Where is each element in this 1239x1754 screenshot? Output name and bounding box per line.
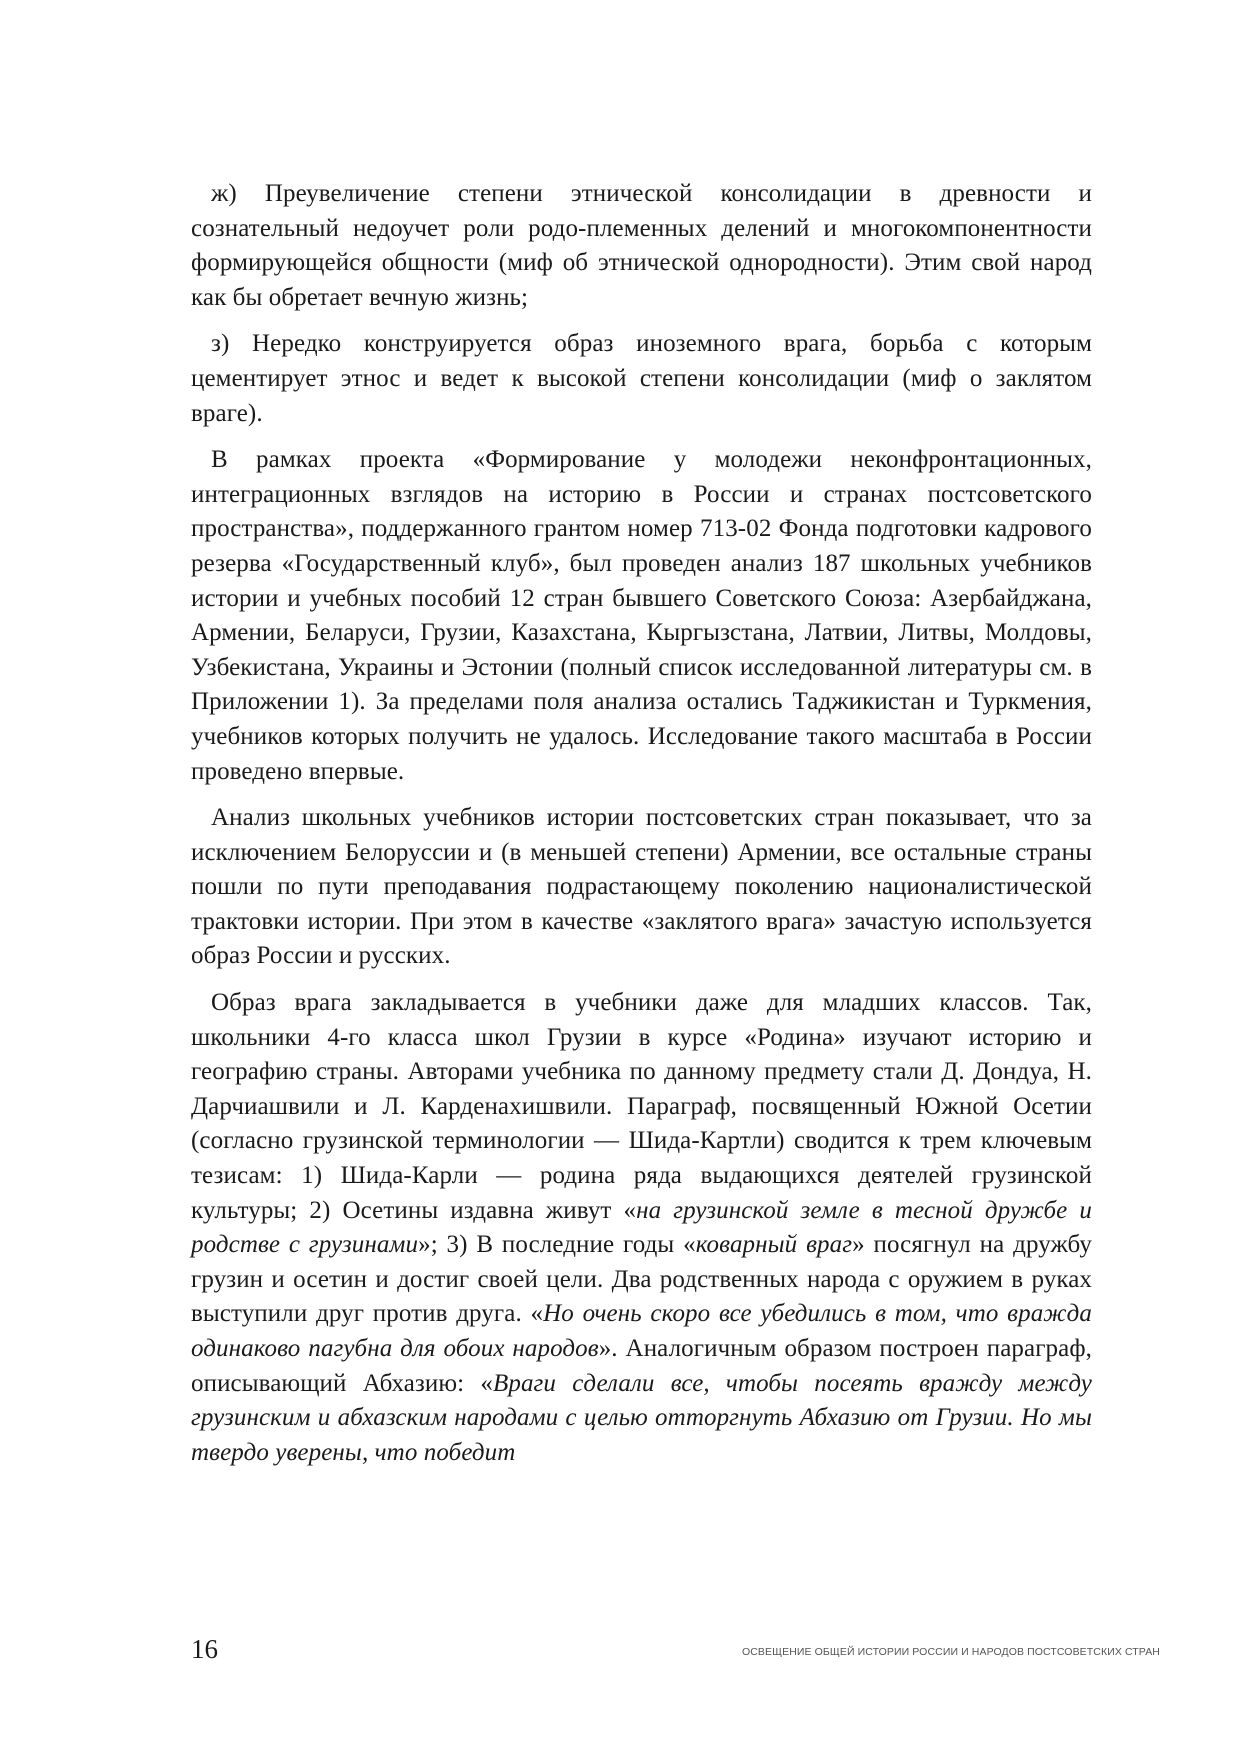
paragraph-enemy-image-georgia [191,986,1092,1470]
paragraph-text: з) Нередко конструируется образ иноземного врага, борьба с которым цементирует этнос и ведет к высокой степени консолидации (миф о заклятом враге). [191,330,1092,427]
paragraph-text: » посягнул на дружбу грузин и осетин и достиг своей цели. Два родственных народа с оружием в руках выступили друг против друга. « [191,1231,1092,1328]
quote-italic: Но очень скоро все убедились в том, что вражда одинаково пагубна для обоих народов [191,1300,1092,1362]
paragraph-text: ». Аналогичным образом построен параграф, описывающий Абхазию: « [191,1335,1092,1397]
paragraph-myth-ethnic-homogeneity [191,177,1092,315]
paragraph-analysis-results [191,801,1092,974]
paragraph-text: Образ врага закладывается в учебники даже для младших классов. Так, школьники 4-го класса школ Грузии в курсе «Родина» изучают историю и географию страны. Авторами учебника по данному предмету стали Д. Дондуа, Н. Дарчиашвили и Л. Карденахишвили. Параграф, посвященный Южной Осетии (согласно грузинской терминологии — Шида-Картли) сводится к трем ключевым тезисам: 1) Шида-Карли — родина ряда выдающихся деятелей грузинской культуры; 2) Осетины издавна живут « [191,989,1092,1224]
paragraph-project-analysis [191,443,1092,789]
paragraph-text: В рамках проекта «Формирование у молодежи неконфронтационных, интеграционных взглядов на историю в России и странах постсоветского пространства», поддержанного грантом номер 713-02 Фонда подготовки кадрового резерва «Государственный клуб», был проведен анализ 187 школьных учебников истории и учебных пособий 12 стран бывшего Советского Союза: Азербайджана, Армении, Беларуси, Грузии, Казахстана, Кыргызстана, Латвии, Литвы, Молдовы, Узбекистана, Украины и Эстонии (полный список исследованной литературы см. в Приложении 1). За пределами поля анализа остались Таджикистан и Туркмения, учебников которых получить не удалось. Исследование такого масштаба в России проведено впервые. [191,446,1092,785]
body-text [191,177,1092,1482]
quote-italic: на грузинской земле в тесной дружбе и родстве с грузинами [191,1196,1092,1259]
running-title: ОСВЕЩЕНИЕ ОБЩЕЙ ИСТОРИИ РОССИИ И НАРОДОВ ПОСТСОВЕТСКИХ СТРАН [741,1646,1160,1658]
paragraph-text: »; 3) В последние годы « [418,1231,696,1259]
paragraph-text: ж) Преувеличение степени этнической консолидации в древности и сознательный недоучет роли родо-племенных делений и многокомпонентности формирующейся общности (миф об этнической однородности). Этим свой народ как бы обретает вечную жизнь; [191,180,1092,311]
paragraph-myth-sworn-enemy [191,327,1092,431]
quote-italic: Враги сделали все, чтобы посеять вражду между грузинским и абхазским народами с целью отторгнуть Абхазию от Грузии. Но мы твердо уверены, что победит [191,1369,1092,1466]
paragraph-text: Анализ школьных учебников истории постсоветских стран показывает, что за исключением Белоруссии и (в меньшей степени) Армении, все остальные страны пошли по пути преподавания подрастающему поколению националистической трактовки истории. При этом в качестве «заклятого врага» зачастую используется образ России и русских. [191,804,1092,970]
quote-italic: коварный враг [695,1231,853,1259]
page-number: 16 [191,1634,218,1664]
